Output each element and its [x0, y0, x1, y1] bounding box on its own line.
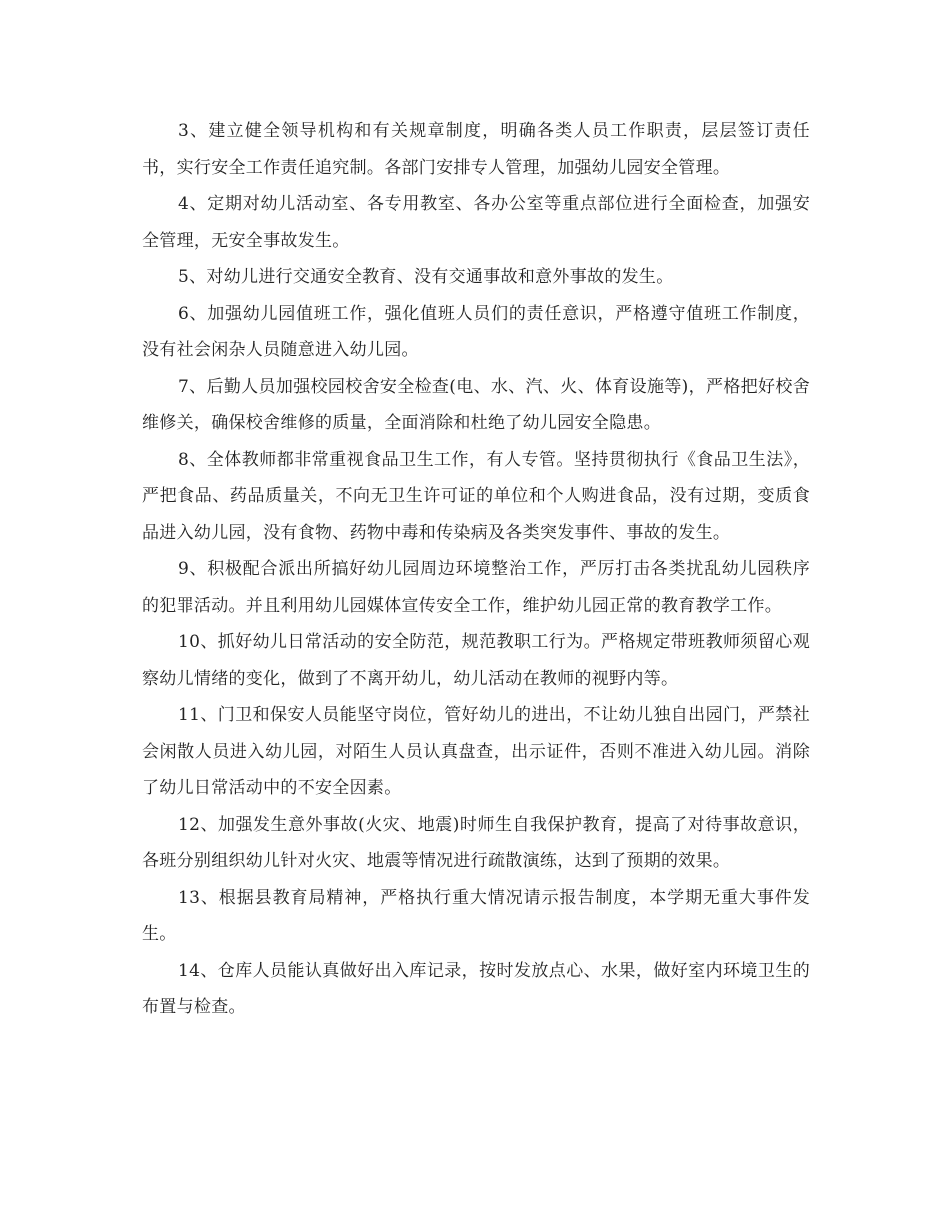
paragraph-item-5: 5、对幼儿进行交通安全教育、没有交通事故和意外事故的发生。: [178, 267, 674, 287]
paragraph-item-10: 10、抓好幼儿日常活动的安全防范，规范教职工行为。严格规定带班教师须留心观察幼儿情绪的变化，做到了不离开幼儿，幼儿活动在教师的视野内等。: [142, 632, 810, 689]
document-body: [142, 113, 810, 1026]
paragraph-item-14: 14、仓库人员能认真做好出入库记录，按时发放点心、水果，做好室内环境卫生的布置与检查。: [142, 960, 810, 1017]
paragraph-item-3: 3、建立健全领导机构和有关规章制度，明确各类人员工作职责，层层签订责任书，实行安全工作责任追究制。各部门安排专人管理，加强幼儿园安全管理。: [142, 121, 810, 178]
paragraph-item-7: 7、后勤人员加强校园校舍安全检查(电、水、汽、火、体育设施等)，严格把好校舍维修关，确保校舍维修的质量，全面消除和杜绝了幼儿园安全隐患。: [142, 376, 810, 433]
paragraph-item-8: 8、全体教师都非常重视食品卫生工作，有人专管。坚持贯彻执行《食品卫生法》，严把食品、药品质量关，不向无卫生许可证的单位和个人购进食品，没有过期，变质食品进入幼儿园，没有食物、药物中毒和传染病及各类突发事件、事故的发生。: [142, 449, 810, 543]
paragraph-item-4: 4、定期对幼儿活动室、各专用教室、各办公室等重点部位进行全面检查，加强安全管理，无安全事故发生。: [142, 194, 810, 251]
paragraph-item-6: 6、加强幼儿园值班工作，强化值班人员们的责任意识，严格遵守值班工作制度，没有社会闲杂人员随意进入幼儿园。: [142, 303, 810, 360]
paragraph-item-13: 13、根据县教育局精神，严格执行重大情况请示报告制度，本学期无重大事件发生。: [142, 887, 810, 944]
paragraph-item-11: 11、门卫和保安人员能坚守岗位，管好幼儿的进出，不让幼儿独自出园门，严禁社会闲散人员进入幼儿园，对陌生人员认真盘查，出示证件，否则不准进入幼儿园。消除了幼儿日常活动中的不安全因素。: [142, 705, 810, 798]
paragraph-item-12: 12、加强发生意外事故(火灾、地震)时师生自我保护教育，提高了对待事故意识，各班分别组织幼儿针对火灾、地震等情况进行疏散演练，达到了预期的效果。: [142, 814, 810, 871]
paragraph-item-9: 9、积极配合派出所搞好幼儿园周边环境整治工作，严厉打击各类扰乱幼儿园秩序的犯罪活动。并且利用幼儿园媒体宣传安全工作，维护幼儿园正常的教育教学工作。: [142, 559, 810, 616]
